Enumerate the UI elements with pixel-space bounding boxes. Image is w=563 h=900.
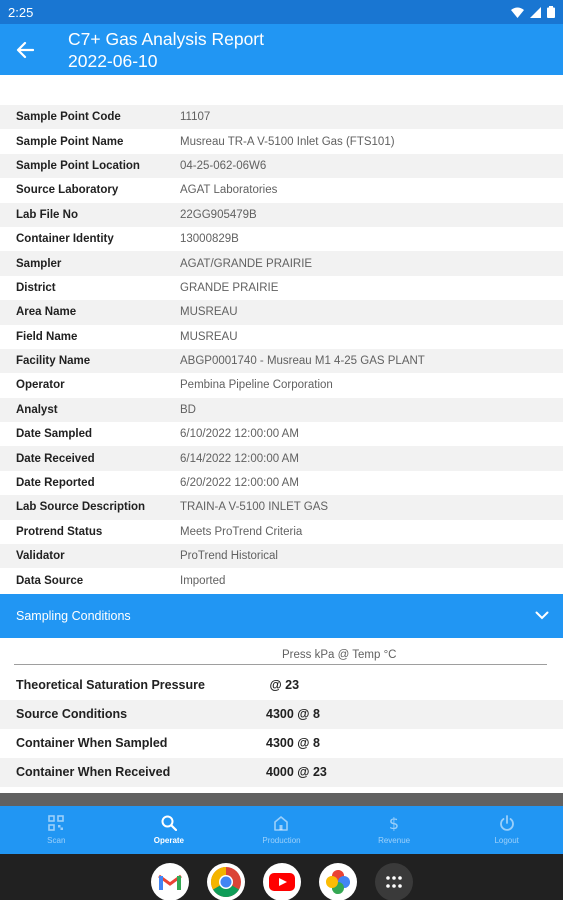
detail-row	[0, 349, 563, 373]
chevron-down-icon	[535, 611, 549, 620]
chrome-icon[interactable]	[207, 863, 245, 900]
nav-item-label: Operate	[153, 835, 184, 845]
condition-value: 4300 @ 8	[266, 736, 320, 751]
detail-row	[0, 471, 563, 495]
detail-value: TRAIN-A V-5100 INLET GAS	[180, 501, 329, 514]
detail-value: 11107	[180, 111, 211, 124]
nav-item-scan[interactable]	[0, 806, 113, 854]
nav-item-logout[interactable]	[450, 806, 563, 854]
detail-label: Field Name	[16, 330, 78, 343]
arrow-back-icon	[16, 41, 34, 59]
detail-label: Operator	[16, 379, 65, 392]
detail-label: Sampler	[16, 257, 62, 270]
detail-value: GRANDE PRAIRIE	[180, 281, 279, 294]
signal-icon	[530, 7, 541, 18]
condition-row	[0, 758, 563, 787]
bottom-navigation	[0, 806, 563, 854]
condition-label: Container When Received	[16, 765, 171, 780]
sampling-conditions-header[interactable]	[0, 594, 563, 638]
condition-row	[0, 700, 563, 729]
dollar-icon	[386, 815, 402, 833]
detail-value: Imported	[180, 574, 226, 587]
youtube-icon[interactable]	[263, 863, 301, 900]
wifi-icon	[511, 7, 524, 18]
detail-value: AGAT/GRANDE PRAIRIE	[180, 257, 313, 270]
detail-row	[0, 227, 563, 251]
detail-label: Validator	[16, 550, 65, 563]
detail-value: MUSREAU	[180, 306, 238, 319]
detail-label: Date Sampled	[16, 428, 93, 441]
details-table	[0, 105, 563, 593]
svg-text:$: $	[388, 814, 400, 831]
scroll-shadow	[0, 793, 563, 806]
detail-value: ProTrend Historical	[180, 550, 278, 563]
detail-value: ABGP0001740 - Musreau M1 4-25 GAS PLANT	[180, 355, 425, 368]
search-icon	[161, 815, 177, 833]
detail-label: Analyst	[16, 403, 58, 416]
detail-row	[0, 398, 563, 422]
detail-row	[0, 446, 563, 470]
conditions-unit-label: Press kPa @ Temp °C	[282, 648, 397, 661]
detail-label: Source Laboratory	[16, 184, 119, 197]
condition-value: 4300 @ 8	[266, 707, 320, 722]
detail-label: Date Received	[16, 452, 95, 465]
home-icon	[273, 815, 289, 833]
detail-label: Sample Point Name	[16, 135, 124, 148]
detail-value: 6/14/2022 12:00:00 AM	[180, 452, 299, 465]
nav-item-label: Logout	[494, 835, 519, 845]
detail-value: 22GG905479B	[180, 208, 257, 221]
nav-item-production[interactable]	[225, 806, 338, 854]
detail-row	[0, 373, 563, 397]
detail-label: Facility Name	[16, 355, 91, 368]
detail-label: Data Source	[16, 574, 84, 587]
detail-label: Date Reported	[16, 477, 95, 490]
detail-row	[0, 568, 563, 592]
detail-row	[0, 422, 563, 446]
page-title: C7+ Gas Analysis Report	[68, 28, 264, 49]
detail-row	[0, 520, 563, 544]
condition-label: Source Conditions	[16, 707, 128, 722]
condition-label: Theoretical Saturation Pressure	[16, 678, 205, 693]
nav-item-operate[interactable]	[113, 806, 226, 854]
conditions-column-header	[0, 638, 563, 664]
power-icon	[499, 815, 515, 833]
detail-value: Meets ProTrend Criteria	[180, 525, 303, 538]
detail-label: Sample Point Location	[16, 159, 140, 172]
detail-value: 6/10/2022 12:00:00 AM	[180, 428, 299, 441]
detail-value: 04-25-062-06W6	[180, 159, 267, 172]
photos-icon[interactable]	[319, 863, 357, 900]
condition-value: 4000 @ 23	[266, 765, 327, 780]
detail-label: Container Identity	[16, 233, 114, 246]
detail-value: Pembina Pipeline Corporation	[180, 379, 333, 392]
system-dock	[0, 854, 563, 900]
back-button[interactable]	[0, 24, 50, 75]
status-time: 2:25	[8, 4, 34, 20]
conditions-table	[0, 671, 563, 787]
status-bar	[0, 0, 563, 24]
detail-label: Lab Source Description	[16, 501, 146, 514]
detail-label: Lab File No	[16, 208, 78, 221]
detail-row	[0, 154, 563, 178]
nav-item-label: Scan	[47, 835, 66, 845]
detail-row	[0, 203, 563, 227]
app-drawer-icon[interactable]	[375, 863, 413, 900]
detail-row	[0, 544, 563, 568]
condition-row	[0, 671, 563, 700]
nav-item-label: Production	[262, 835, 301, 845]
top-spacer	[0, 75, 563, 105]
detail-row	[0, 178, 563, 202]
detail-value: Musreau TR-A V-5100 Inlet Gas (FTS101)	[180, 135, 395, 148]
section-title: Sampling Conditions	[16, 608, 131, 623]
condition-label: Container When Sampled	[16, 736, 168, 751]
detail-row	[0, 105, 563, 129]
detail-label: Sample Point Code	[16, 111, 121, 124]
gmail-icon[interactable]	[151, 863, 189, 900]
page-subtitle: 2022-06-10	[68, 50, 158, 71]
battery-icon	[547, 6, 555, 18]
detail-row	[0, 251, 563, 275]
detail-row	[0, 325, 563, 349]
detail-value: AGAT Laboratories	[180, 184, 278, 197]
detail-value: BD	[180, 403, 196, 416]
qr-code-icon	[48, 815, 64, 833]
detail-label: Protrend Status	[16, 525, 103, 538]
detail-row	[0, 276, 563, 300]
condition-value: @ 23	[266, 678, 300, 693]
detail-row	[0, 129, 563, 153]
detail-value: MUSREAU	[180, 330, 238, 343]
nav-item-revenue[interactable]	[338, 806, 451, 854]
nav-item-label: Revenue	[378, 835, 411, 845]
detail-value: 6/20/2022 12:00:00 AM	[180, 477, 299, 490]
app-bar	[0, 24, 563, 75]
detail-value: 13000829B	[180, 233, 239, 246]
detail-row	[0, 495, 563, 519]
detail-label: District	[16, 281, 56, 294]
detail-label: Area Name	[16, 306, 77, 319]
detail-row	[0, 300, 563, 324]
condition-row	[0, 729, 563, 758]
